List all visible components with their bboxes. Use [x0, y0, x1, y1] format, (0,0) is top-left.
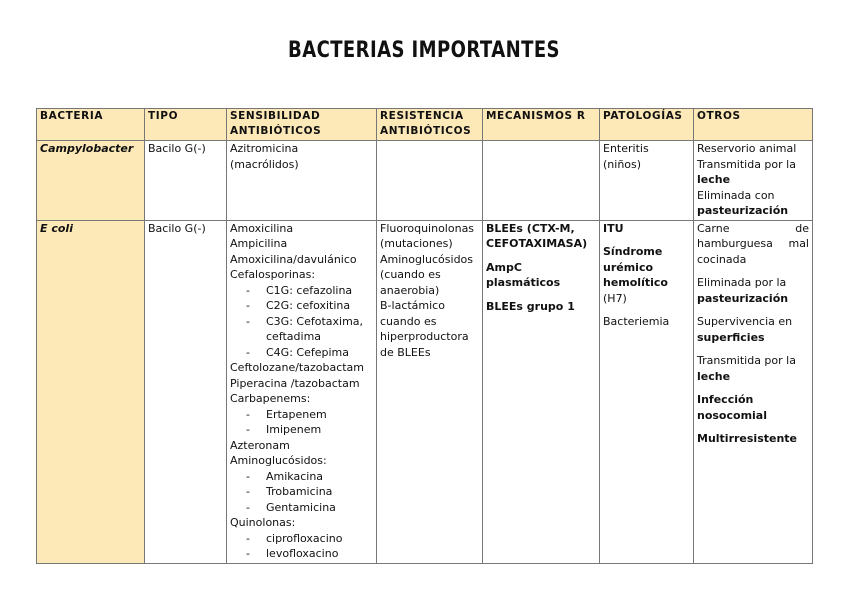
otros-transmitida-bold: leche [697, 369, 731, 383]
table-row [37, 141, 813, 221]
otros-eliminada: Eliminada con [697, 188, 775, 202]
sensibilidad-subitem: - ciprofloxacino [246, 531, 343, 545]
bacteria-table [36, 108, 813, 564]
patologia-item: hemolítico [603, 276, 668, 289]
sensibilidad-group: Quinolonas: [230, 516, 296, 529]
header-patologias: PATOLOGÍAS [600, 109, 694, 141]
patologia-item: Enteritis [603, 142, 649, 155]
mecanismo-item: plasmáticos [486, 276, 561, 289]
patologia-item: Síndrome [603, 245, 663, 258]
resistencia-item: hiperproductora [380, 330, 469, 343]
header-tipo: TIPO [145, 109, 227, 141]
header-otros: OTROS [694, 109, 813, 141]
resistencia-item: Fluoroquinolonas [380, 221, 475, 235]
mecanismo-item: BLEEs (CTX-M, [486, 221, 575, 235]
header-mecanismos: MECANISMOS R [483, 109, 600, 141]
sensibilidad-group: Aminoglucósidos: [230, 454, 327, 467]
mecanismo-item: BLEEs grupo 1 [486, 299, 575, 313]
sensibilidad-group: Carbapenems: [230, 392, 311, 405]
cell-tipo: Bacilo G(-) [145, 220, 227, 563]
cell-sensibilidad [227, 141, 377, 221]
patologia-item: (H7) [603, 291, 627, 305]
cell-mecanismos [483, 141, 600, 221]
sensibilidad-subitem: - Amikacina [246, 469, 324, 483]
sensibilidad-item: Ampicilina [230, 237, 288, 250]
sensibilidad-subitem: - Gentamicina [246, 500, 336, 514]
sensibilidad-item: Ceftolozane/tazobactam [230, 361, 365, 374]
mecanismo-item: AmpC [486, 260, 522, 274]
otros-supervivencia: Supervivencia en [697, 315, 793, 328]
patologia-item: urémico [603, 260, 654, 274]
cell-bacteria: E coli [37, 220, 145, 563]
patologia-item: ITU [603, 221, 624, 235]
sensibilidad-subitem: - C3G: Cefotaxima, [246, 314, 364, 328]
resistencia-item: de BLEEs [380, 345, 431, 359]
otros-transmitida-bold: leche [697, 173, 731, 186]
sensibilidad-item: Amoxicilina [230, 221, 294, 235]
otros-infeccion: nosocomial [697, 408, 767, 422]
mecanismo-item: CEFOTAXIMASA) [486, 237, 588, 250]
otros-supervivencia-bold: superficies [697, 330, 765, 344]
cell-resistencia [377, 220, 483, 563]
cell-otros [694, 220, 813, 563]
sensibilidad-subitem: - Ertapenem [246, 407, 327, 421]
sensibilidad-subitem-cont: ceftadima [266, 330, 322, 343]
otros-eliminada-bold: pasteurización [697, 204, 789, 217]
sensibilidad-item: Azitromicina [230, 142, 299, 155]
cell-resistencia [377, 141, 483, 221]
resistencia-item: (mutaciones) [380, 237, 453, 250]
sensibilidad-subitem: - C1G: cefazolina [246, 283, 353, 297]
patologia-item: Bacteriemia [603, 315, 670, 328]
otros-eliminada-bold: pasteurización [697, 291, 789, 305]
resistencia-item: B-lactámico [380, 299, 445, 312]
otros-multirresistente: Multirresistente [697, 432, 798, 445]
cell-patologias [600, 141, 694, 221]
otros-reservorio: Reservorio animal [697, 142, 797, 155]
cell-otros [694, 141, 813, 221]
resistencia-item: cuando es [380, 314, 437, 328]
table-row [37, 220, 813, 563]
otros-transmitida: Transmitida por la [697, 354, 796, 367]
header-sensibilidad: SENSIBILIDAD ANTIBIÓTICOS [227, 109, 377, 141]
sensibilidad-group: Cefalosporinas: [230, 268, 316, 281]
sensibilidad-subitem: - C4G: Cefepima [246, 345, 349, 359]
sensibilidad-item: Azteronam [230, 438, 290, 452]
cell-sensibilidad [227, 220, 377, 563]
sensibilidad-item: Amoxicilina/davulánico [230, 252, 357, 266]
sensibilidad-item: (macrólidos) [230, 157, 299, 171]
sensibilidad-subitem: - levofloxacino [246, 547, 339, 560]
cell-mecanismos [483, 220, 600, 563]
sensibilidad-subitem: - Trobamicina [246, 485, 333, 498]
sensibilidad-subitem: - C2G: cefoxitina [246, 299, 351, 312]
otros-transmitida: Transmitida por la [697, 157, 796, 171]
cell-tipo: Bacilo G(-) [145, 141, 227, 221]
cell-patologias [600, 220, 694, 563]
otros-eliminada: Eliminada por la [697, 276, 787, 289]
header-resistencia: RESISTENCIA ANTIBIÓTICOS [377, 109, 483, 141]
otros-infeccion: Infección [697, 393, 754, 406]
patologia-item: (niños) [603, 157, 642, 171]
page-title: BACTERIAS IMPORTANTES [288, 38, 560, 63]
sensibilidad-item: Piperacina /tazobactam [230, 376, 360, 390]
header-row [37, 109, 813, 141]
resistencia-item: Aminoglucósidos [380, 252, 474, 266]
resistencia-item: (cuando es [380, 268, 441, 281]
sensibilidad-subitem: - Imipenem [246, 423, 322, 436]
resistencia-item: anaerobia) [380, 283, 440, 297]
otros-carne: Carne de hamburguesa mal cocinada [697, 221, 809, 266]
cell-bacteria: Campylobacter [37, 141, 145, 221]
header-bacteria: BACTERIA [37, 109, 145, 141]
